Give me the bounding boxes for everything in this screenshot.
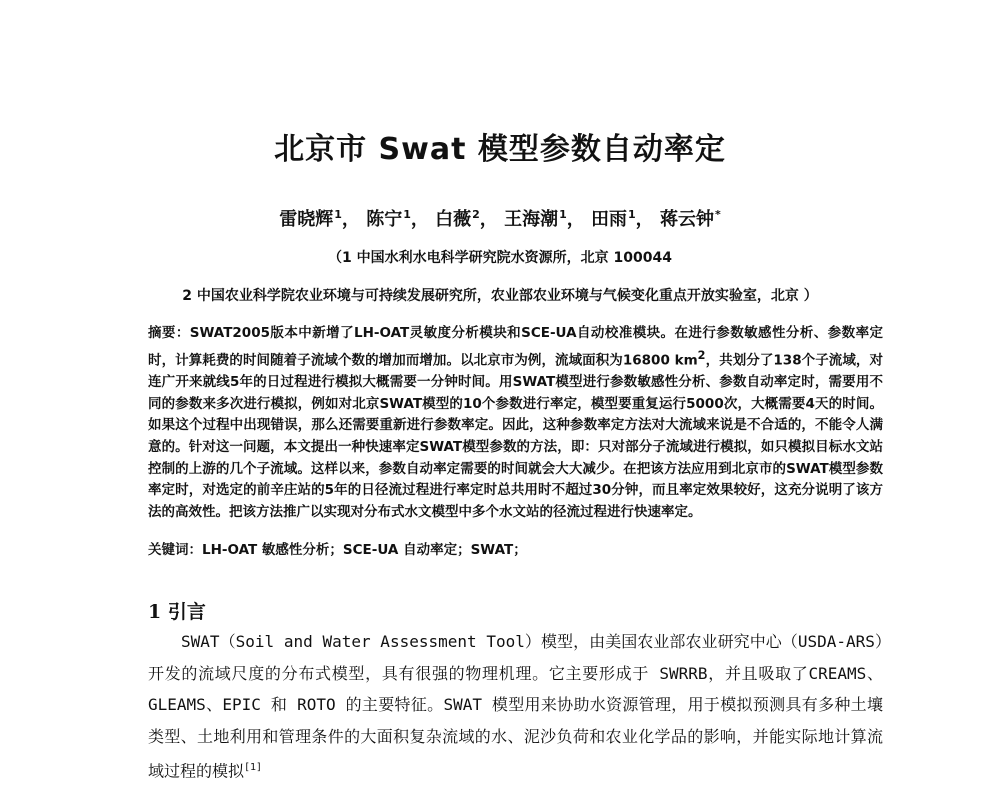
author-separator: ， (566, 209, 585, 230)
section-heading: 1 引言 (148, 601, 206, 623)
paper-title: 北京市 Swat 模型参数自动率定 (274, 132, 726, 167)
abstract-text: SWAT2005版本中新增了LH-OAT灵敏度分析模块和SCE-UA自动校准模块。在进行参数敏感性分析、参数率定时，计算耗费的时间随着子流域个数的增加而增加。以北京市为例，流域面积为16800 km (148, 325, 883, 369)
author-name: 陈宁 (366, 209, 403, 230)
author-separator: ， (479, 209, 498, 230)
author-name: 雷晓辉 (279, 209, 334, 230)
author-affiliation-mark: 1 (628, 208, 636, 221)
affiliation-1: （1 中国水利水电科学研究院水资源所，北京 100044 (328, 250, 672, 266)
author-name: 田雨 (591, 209, 628, 230)
author-separator: ， (635, 209, 654, 230)
keywords-text: LH-OAT 敏感性分析；SCE-UA 自动率定；SWAT； (202, 542, 527, 558)
author-separator: ， (410, 209, 429, 230)
keywords (148, 540, 883, 561)
keywords-label: 关键词： (148, 542, 202, 558)
author-name: 蒋云钟 (659, 209, 714, 230)
abstract-label: 摘要： (148, 325, 190, 341)
affiliation-2: 2 中国农业科学院农业环境与可持续发展研究所，农业部农业环境与气候变化重点开放实验室，北京 ） (182, 288, 818, 304)
body-paragraph (148, 626, 883, 787)
body-text: SWAT（Soil and Water Assessment Tool）模型，由美国农业部农业研究中心（USDA-ARS）开发的流域尺度的分布式模型，具有很强的物理机理。它主要形成于 SWRRB，并且吸取了CREAMS、GLEAMS、EPIC 和 ROTO 的主要特征。SWAT 模型用来协助水资源管理，用于模拟预测具有多种土壤类型、土地利用和管理条件的大面积复杂流域的水、泥沙负荷和农业化学品的影响，并能实际地计算流域过程的模拟 (148, 632, 883, 781)
area-unit-superscript: 2 (697, 348, 706, 362)
author-name: 王海潮 (504, 209, 559, 230)
author-affiliation-mark: 2 (472, 208, 480, 221)
abstract (148, 323, 883, 524)
abstract-text-continued: ，共划分了138个子流域，对连广开来就线5年的日过程进行模拟大概需要一分钟时间。用SWAT模型进行参数敏感性分析、参数自动率定时，需要用不同的参数来多次进行模拟，例如对北京SWAT模型的10个参数进行率定，模型要重复运行5000次，大概需要4天的时间。如果这个过程中出现错误，那么还需要重新进行参数率定。因此，这种参数率定方法对大流域来说是不合适的，不能令人满意的。针对这一问题，本文提出一种快速率定SWAT模型参数的方法，即：只对部分子流域进行模拟，如只模拟目标水文站控制的上游的几个子流域。这样以来，参数自动率定需要的时间就会大大减少。在把该方法应用到北京市的SWAT模型参数率定时，对选定的前辛庄站的5年的日径流过程进行率定时总共用时不超过30分钟，而且率定效果较好，这充分说明了该方法的高效性。把该方法推广以实现对分布式水文模型中多个水文站的径流过程进行快速率定。 (148, 352, 883, 521)
author-separator: ， (341, 209, 360, 230)
author-name: 白薇 (435, 209, 472, 230)
author-affiliation-mark: 1 (559, 208, 567, 221)
citation-reference[interactable]: [1] (244, 762, 263, 773)
author-affiliation-mark: * (714, 208, 721, 221)
author-list (0, 205, 1000, 231)
author-affiliation-mark: 1 (334, 208, 342, 221)
author-affiliation-mark: 1 (403, 208, 411, 221)
